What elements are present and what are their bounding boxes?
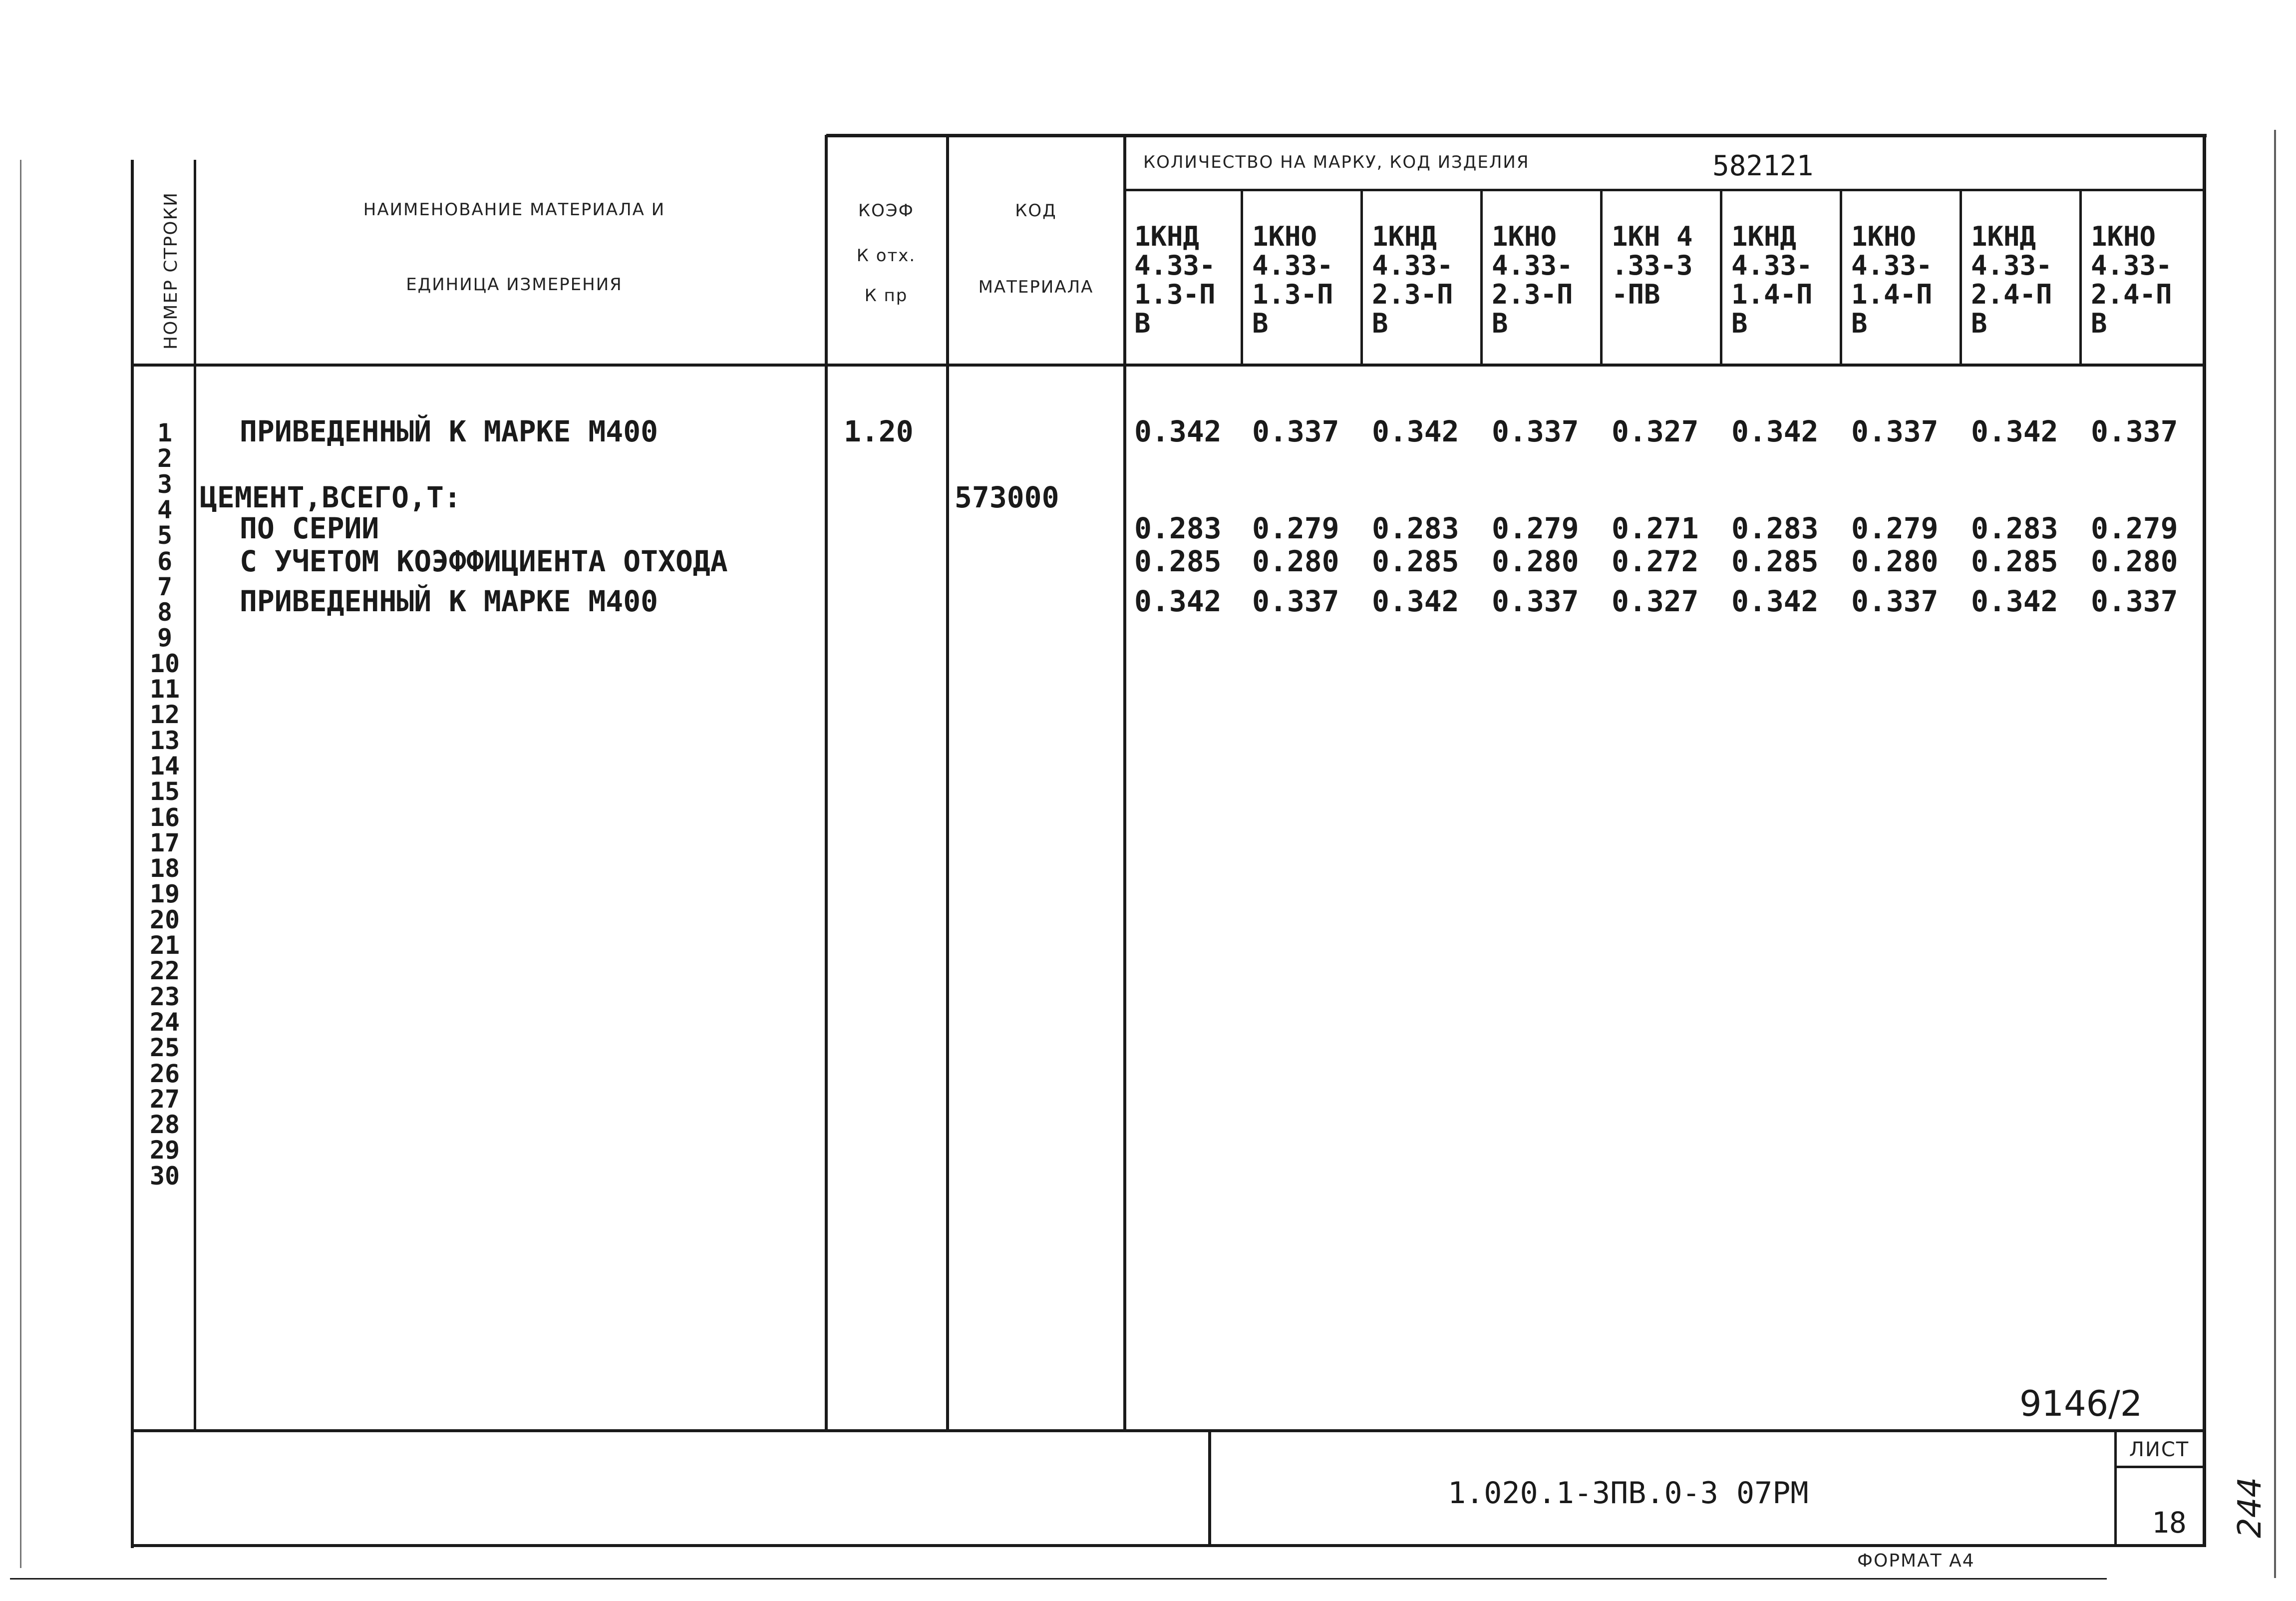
- row-number: 20: [149, 905, 180, 934]
- row-number: 21: [149, 931, 180, 960]
- row-number: 4: [157, 495, 173, 524]
- row-4-name: ПО СЕРИИ: [240, 511, 379, 545]
- row-number: 7: [157, 572, 173, 601]
- col-header-4: 1КНО 4.33- 2.3-П В: [1492, 221, 1573, 339]
- row-3-value-9: 0.280: [2091, 544, 2178, 578]
- val-sep-1: [1241, 189, 1243, 365]
- quantity-label-bottom: [1123, 189, 2204, 191]
- row-3-value-2: 0.280: [1252, 544, 1339, 578]
- table-bottom-line: [131, 1429, 2204, 1432]
- col-header-8: 1КНД 4.33- 2.4-П В: [1971, 221, 2052, 339]
- col-sep-rownum: [194, 160, 196, 1431]
- col-sep-name: [825, 135, 828, 1431]
- row-number: 22: [149, 956, 180, 986]
- row-4-value-6: 0.342: [1731, 584, 1819, 618]
- format-underline: [10, 1578, 2107, 1580]
- col-header-6: 1КНД 4.33- 1.4-П В: [1731, 221, 1813, 339]
- row-4-value-3: 0.342: [1372, 584, 1459, 618]
- row-number: 8: [157, 598, 173, 627]
- row-0-value-8: 0.342: [1971, 414, 2058, 448]
- row-number: 18: [149, 854, 180, 883]
- row-2-value-1: 0.283: [1134, 511, 1222, 545]
- format-label: ФОРМАТ А4: [1857, 1551, 1975, 1571]
- row-number: 30: [149, 1161, 180, 1191]
- row-3-value-3: 0.285: [1372, 544, 1459, 578]
- row-4-value-2: 0.337: [1252, 584, 1339, 618]
- col-header-9: 1КНО 4.33- 2.4-П В: [2091, 221, 2172, 339]
- col-header-2: 1КНО 4.33- 1.3-П В: [1252, 221, 1333, 339]
- row-number: 17: [149, 828, 180, 857]
- row-1-name: ПРИВЕДЕННЫЙ К МАРКЕ М400: [240, 414, 658, 448]
- val-sep-2: [1360, 189, 1363, 365]
- row-3-value-7: 0.280: [1851, 544, 1939, 578]
- header-bottom-line: [131, 364, 2204, 367]
- col-sep-code: [1123, 135, 1126, 1431]
- row-number: 5: [157, 521, 173, 550]
- coef-header-line2: К отх.: [856, 246, 916, 266]
- row-3-value-4: 0.280: [1492, 544, 1579, 578]
- sheet-number: 18: [2152, 1506, 2187, 1540]
- product-code: 582121: [1712, 150, 1814, 182]
- quantity-header: КОЛИЧЕСТВО НА МАРКУ, КОД ИЗДЕЛИЯ: [1143, 152, 1530, 172]
- row-number: 23: [149, 982, 180, 1011]
- col-header-7: 1КНО 4.33- 1.4-П В: [1851, 221, 1933, 339]
- row-number: 9: [157, 623, 173, 653]
- row-1-coef: 1.20: [844, 414, 914, 448]
- row-4-value-1: 0.342: [1134, 584, 1222, 618]
- stamp-sheet-mid: [2114, 1466, 2204, 1468]
- row-number: 13: [149, 726, 180, 755]
- coef-header-line1: КОЭФ: [858, 201, 914, 221]
- row-0-value-1: 0.342: [1134, 414, 1222, 448]
- document-code: 1.020.1-3ПВ.0-3 07РМ: [1448, 1476, 1809, 1511]
- val-sep-3: [1480, 189, 1483, 365]
- frame-top-line: [826, 134, 2207, 137]
- row-number: 25: [149, 1033, 180, 1063]
- row-number: 15: [149, 777, 180, 806]
- outer-right-edge: [2274, 130, 2276, 1578]
- row-number: 6: [157, 546, 173, 576]
- outer-left-edge: [20, 160, 21, 1568]
- row-5-name: С УЧЕТОМ КОЭФФИЦИЕНТА ОТХОДА: [240, 544, 728, 578]
- row-2-value-5: 0.271: [1612, 511, 1699, 545]
- row-2-value-7: 0.279: [1851, 511, 1939, 545]
- row-number: 14: [149, 751, 180, 781]
- row-number: 3: [157, 469, 173, 499]
- row-4-value-5: 0.327: [1612, 584, 1699, 618]
- col-header-3: 1КНД 4.33- 2.3-П В: [1372, 221, 1453, 339]
- stamp-bottom-line: [131, 1544, 2205, 1547]
- row-2-value-6: 0.283: [1731, 511, 1819, 545]
- side-note: 244: [2232, 1477, 2269, 1538]
- row-number-header: НОМЕР СТРОКИ: [161, 191, 181, 350]
- row-4-value-9: 0.337: [2091, 584, 2178, 618]
- frame-left-line: [131, 160, 134, 1548]
- val-sep-6: [1840, 189, 1842, 365]
- row-0-value-4: 0.337: [1492, 414, 1579, 448]
- row-number: 26: [149, 1059, 180, 1088]
- material-name-header-line2: ЕДИНИЦА ИЗМЕРЕНИЯ: [406, 275, 623, 295]
- row-2-value-3: 0.283: [1372, 511, 1459, 545]
- row-number: 29: [149, 1136, 180, 1165]
- row-3-value-6: 0.285: [1731, 544, 1819, 578]
- row-number: 24: [149, 1007, 180, 1037]
- row-3-value-5: 0.272: [1612, 544, 1699, 578]
- row-0-value-9: 0.337: [2091, 414, 2178, 448]
- row-4-value-4: 0.337: [1492, 584, 1579, 618]
- row-0-value-6: 0.342: [1731, 414, 1819, 448]
- row-0-value-3: 0.342: [1372, 414, 1459, 448]
- row-number: 11: [149, 675, 180, 704]
- row-number: 16: [149, 802, 180, 832]
- frame-right-line: [2203, 134, 2206, 1547]
- row-0-value-5: 0.327: [1612, 414, 1699, 448]
- row-3-value-8: 0.285: [1971, 544, 2058, 578]
- coef-header-line3: К пр: [864, 286, 908, 306]
- col-sep-coef: [946, 135, 949, 1431]
- row-6-name: ПРИВЕДЕННЫЙ К МАРКЕ М400: [240, 584, 658, 618]
- archive-number: 9146/2: [2019, 1383, 2143, 1424]
- row-number: 10: [149, 649, 180, 678]
- val-sep-5: [1720, 189, 1722, 365]
- row-2-value-9: 0.279: [2091, 511, 2178, 545]
- col-header-1: 1КНД 4.33- 1.3-П В: [1134, 221, 1216, 339]
- row-4-value-7: 0.337: [1851, 584, 1939, 618]
- col-header-5: 1КН 4 .33-3 -ПВ: [1612, 221, 1693, 310]
- row-3-name: ЦЕМЕНТ,ВСЕГО,Т:: [200, 480, 461, 514]
- row-number: 19: [149, 879, 180, 909]
- val-sep-7: [1960, 189, 1962, 365]
- row-number: 2: [157, 444, 173, 473]
- material-name-header-line1: НАИМЕНОВАНИЕ МАТЕРИАЛА И: [363, 200, 665, 220]
- row-4-value-8: 0.342: [1971, 584, 2058, 618]
- val-sep-8: [2079, 189, 2082, 365]
- row-0-value-2: 0.337: [1252, 414, 1339, 448]
- val-sep-4: [1600, 189, 1603, 365]
- row-3-value-1: 0.285: [1134, 544, 1222, 578]
- row-number: 28: [149, 1110, 180, 1140]
- row-number: 12: [149, 700, 180, 730]
- stamp-divider: [1208, 1431, 1211, 1546]
- row-2-value-4: 0.279: [1492, 511, 1579, 545]
- row-0-value-7: 0.337: [1851, 414, 1939, 448]
- code-header-line1: КОД: [1015, 201, 1057, 221]
- row-2-value-2: 0.279: [1252, 511, 1339, 545]
- row-number: 1: [157, 418, 173, 447]
- row-3-code: 573000: [955, 480, 1059, 514]
- row-2-value-8: 0.283: [1971, 511, 2058, 545]
- sheet-label: ЛИСТ: [2129, 1438, 2190, 1461]
- row-number: 27: [149, 1084, 180, 1114]
- code-header-line2: МАТЕРИАЛА: [978, 277, 1094, 297]
